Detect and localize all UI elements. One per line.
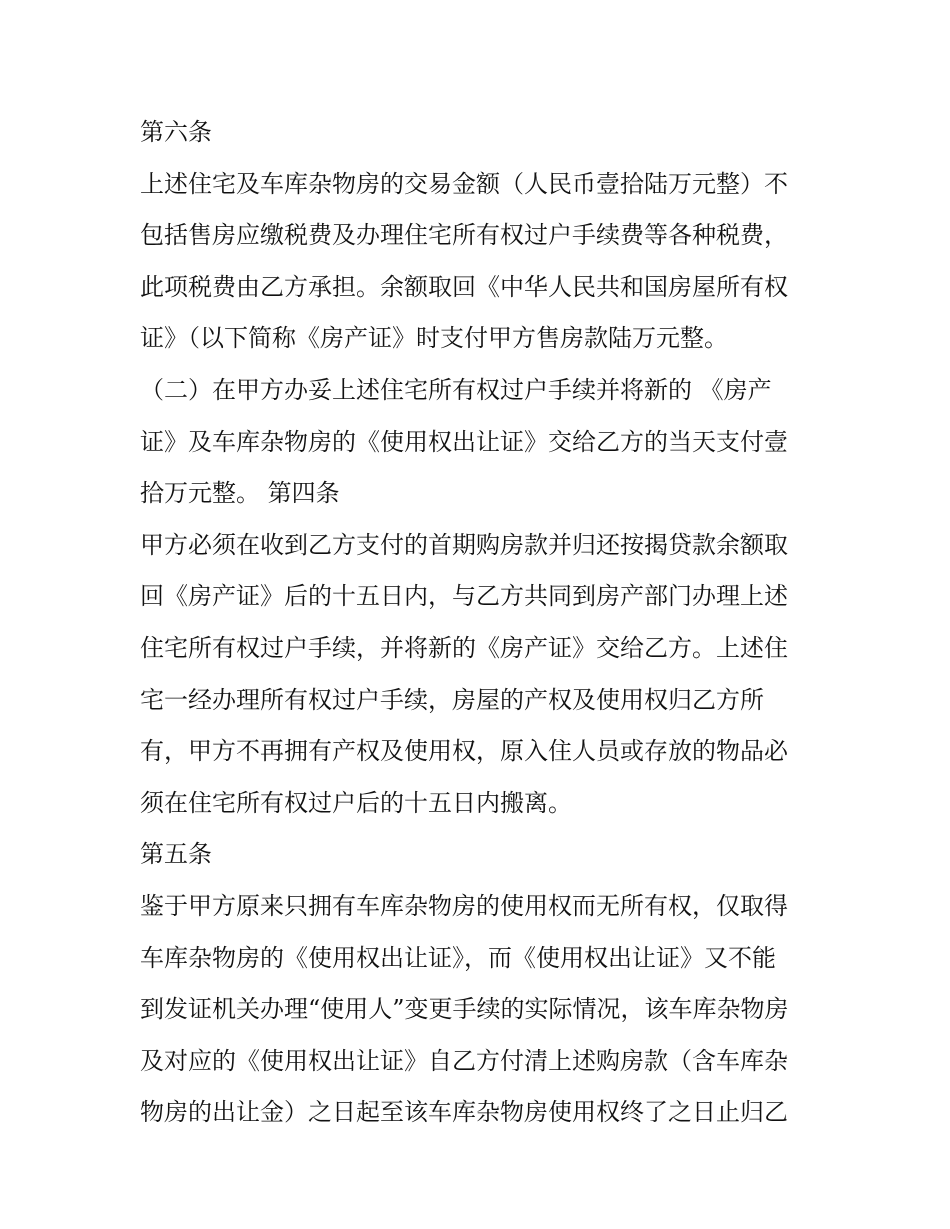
text-line: 上述住宅及车库杂物房的交易金额（人民币壹拾陆万元整）不 (140, 169, 788, 198)
text-line: 拾万元整。 第四条 (140, 479, 340, 508)
text-line: 宅一经办理所有权过户手续，房屋的产权及使用权归乙方所 (140, 685, 764, 714)
text-line: 车库杂物房的《使用权出让证》，而《使用权出让证》又不能 (140, 943, 776, 972)
text-line: 包括售房应缴税费及办理住宅所有权过户手续费等各种税费， (140, 221, 788, 250)
text-line: 到发证机关办理“使用人”变更手续的实际情况，该车库杂物房 (140, 995, 789, 1024)
heading-article-6: 第六条 (140, 118, 212, 146)
text-line: 有，甲方不再拥有产权及使用权，原入住人员或存放的物品必 (140, 737, 788, 766)
text-line: 鉴于甲方原来只拥有车库杂物房的使用权而无所有权，仅取得 (140, 891, 788, 920)
text-line: 住宅所有权过户手续，并将新的《房产证》交给乙方。上述住 (140, 633, 788, 662)
text-line: 证》（以下简称《房产证》时支付甲方售房款陆万元整。 (140, 324, 728, 353)
text-line: 须在住宅所有权过户后的十五日内搬离。 (140, 788, 572, 817)
text-line: 回《房产证》后的十五日内，与乙方共同到房产部门办理上述 (140, 582, 788, 611)
text-line: 甲方必须在收到乙方支付的首期购房款并归还按揭贷款余额取 (140, 530, 788, 559)
text-line: （二）在甲方办妥上述住宅所有权过户手续并将新的 《房产 (140, 375, 772, 404)
text-line: 证》及车库杂物房的《使用权出让证》交给乙方的当天支付壹 (140, 427, 788, 456)
text-line: 及对应的《使用权出让证》自乙方付清上述购房款（含车库杂 (140, 1046, 788, 1075)
text-line: 物房的出让金）之日起至该车库杂物房使用权终了之日止归乙 (140, 1098, 788, 1127)
heading-article-5: 第五条 (140, 840, 212, 869)
text-line: 此项税费由乙方承担。余额取回《中华人民共和国房屋所有权 (140, 272, 788, 301)
document-body (140, 107, 820, 1139)
